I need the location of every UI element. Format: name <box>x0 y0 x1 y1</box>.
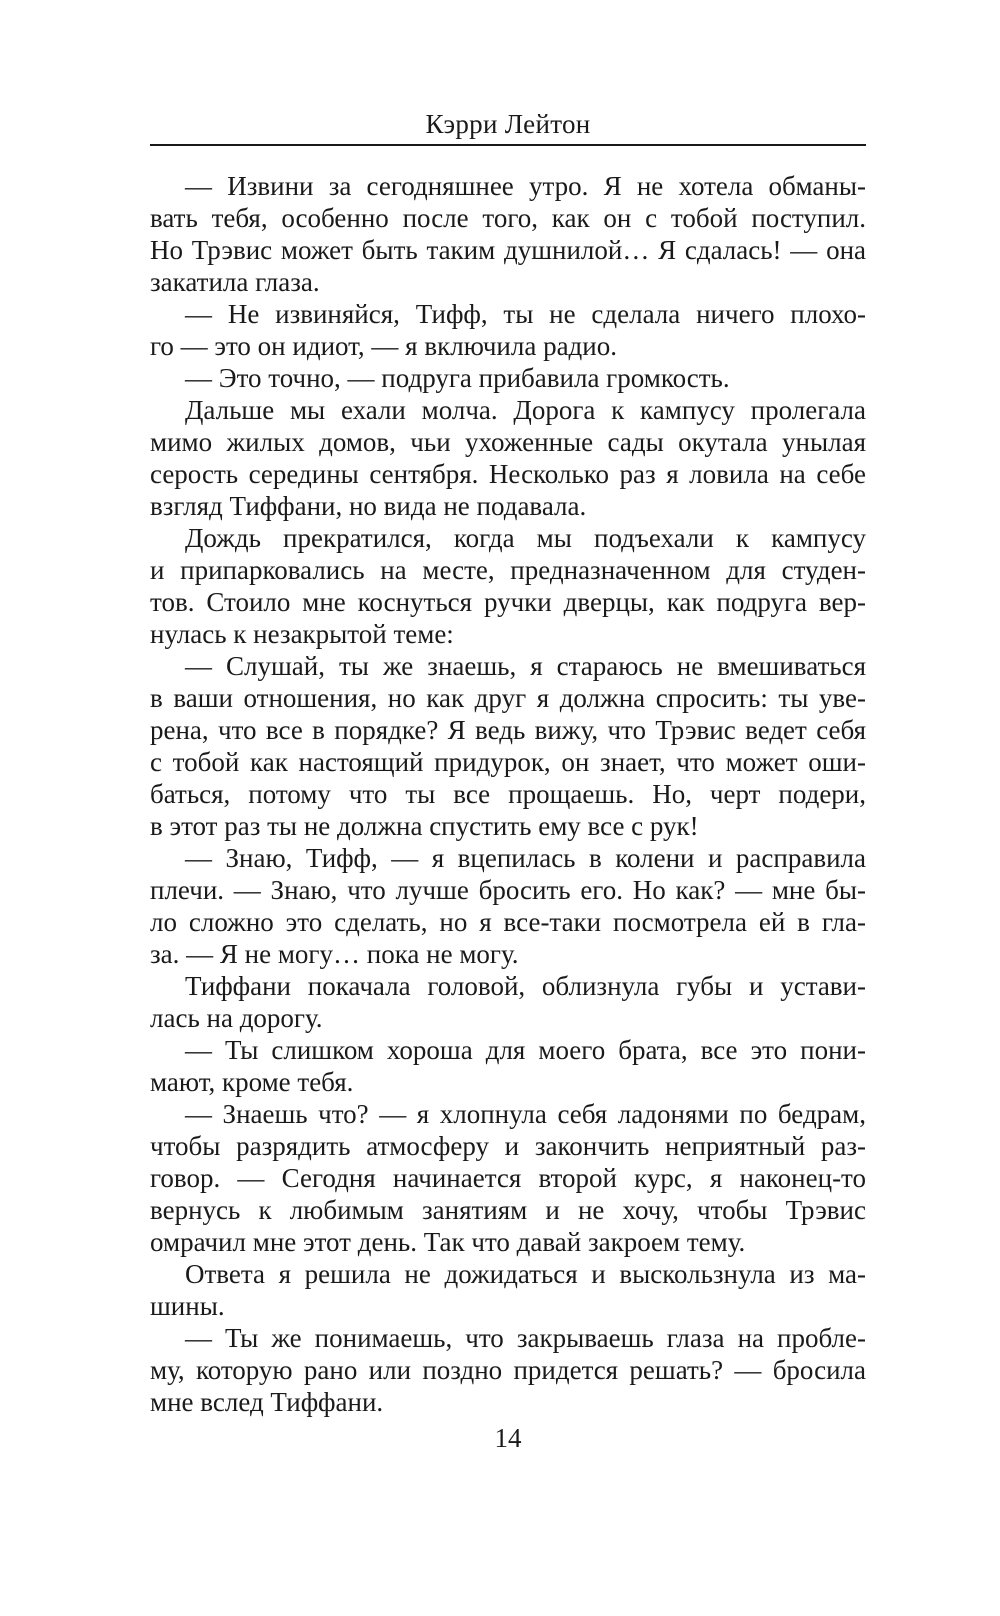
text-line: с тобой как настоящий придурок, он знает, что может оши- <box>150 747 866 777</box>
text-line: серость середины сентября. Несколько раз я ловила на себе <box>150 459 866 489</box>
text-line: — Не извиняйся, Тифф, ты не сделала ничего плохо- <box>185 299 866 329</box>
text-line: взгляд Тиффани, но вида не подавала. <box>150 491 587 521</box>
text-line: вернусь к любимым занятиям и не хочу, чтобы Трэвис <box>150 1195 866 1225</box>
text-line: в ваши отношения, но как друг я должна спросить: ты уве- <box>150 683 866 713</box>
header-rule <box>150 144 866 146</box>
text-line: мне вслед Тиффани. <box>150 1387 384 1417</box>
text-line: лась на дорогу. <box>150 1003 323 1033</box>
text-line: — Знаешь что? — я хлопнула себя ладонями по бедрам, <box>185 1099 866 1129</box>
text-line: плечи. — Знаю, что лучше бросить его. Но как? — мне бы- <box>150 875 866 905</box>
text-line: Дальше мы ехали молча. Дорога к кампусу пролегала <box>185 395 866 425</box>
text-line: — Знаю, Тифф, — я вцепилась в колени и расправила <box>185 843 866 873</box>
text-line: в этот раз ты не должна спустить ему все с рук! <box>150 811 699 841</box>
text-line: мают, кроме тебя. <box>150 1067 354 1097</box>
text-line: шины. <box>150 1291 225 1321</box>
text-line: му, которую рано или поздно придется решать? — бросила <box>150 1355 866 1385</box>
text-line: вать тебя, особенно после того, как он с тобой поступил. <box>150 203 866 233</box>
text-line: Тиффани покачала головой, облизнула губы и устави- <box>185 971 866 1001</box>
text-line: за. — Я не могу… пока не могу. <box>150 939 519 969</box>
text-line: рена, что все в порядке? Я ведь вижу, что Трэвис ведет себя <box>150 715 866 745</box>
text-line: — Извини за сегодняшнее утро. Я не хотела обманы- <box>185 171 866 201</box>
text-line: тов. Стоило мне коснуться ручки дверцы, как подруга вер- <box>150 587 866 617</box>
page-number: 14 <box>494 1423 522 1453</box>
running-head-author: Кэрри Лейтон <box>425 109 591 139</box>
text-line: Ответа я решила не дожидаться и выскользнула из ма- <box>185 1259 866 1289</box>
text-line: закатила глаза. <box>150 267 320 297</box>
text-line: говор. — Сегодня начинается второй курс, я наконец-то <box>150 1163 866 1193</box>
page-body-text <box>150 170 866 1418</box>
text-line: — Ты слишком хороша для моего брата, все это пони- <box>185 1035 866 1065</box>
text-line: нулась к незакрытой теме: <box>150 619 454 649</box>
text-line: чтобы разрядить атмосферу и закончить неприятный раз- <box>150 1131 866 1161</box>
text-line: Дождь прекратился, когда мы подъехали к кампусу <box>185 523 866 553</box>
text-line: и припарковались на месте, предназначенном для студен- <box>150 555 866 585</box>
text-line: омрачил мне этот день. Так что давай закроем тему. <box>150 1227 746 1257</box>
text-line: — Слушай, ты же знаешь, я стараюсь не вмешиваться <box>185 651 866 681</box>
text-line: го — это он идиот, — я включила радио. <box>150 331 617 361</box>
text-line: ло сложно это сделать, но я все-таки посмотрела ей в гла- <box>150 907 866 937</box>
text-line: — Это точно, — подруга прибавила громкость. <box>185 363 730 393</box>
text-line: — Ты же понимаешь, что закрываешь глаза на пробле- <box>185 1323 866 1353</box>
text-line: мимо жилых домов, чьи ухоженные сады окутала унылая <box>150 427 866 457</box>
text-line: Но Трэвис может быть таким душнилой… Я сдалась! — она <box>150 235 866 265</box>
text-line: баться, потому что ты все прощаешь. Но, черт подери, <box>150 779 866 809</box>
